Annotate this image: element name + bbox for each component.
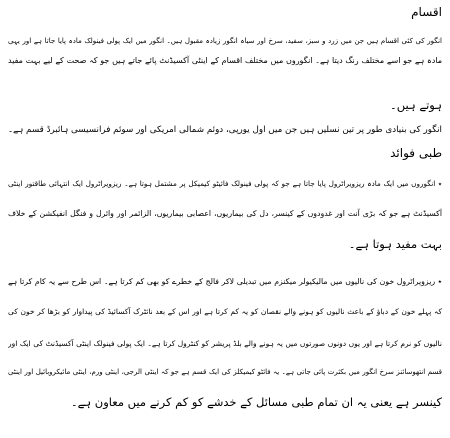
types-paragraph-line: ہوتے ہیں۔	[390, 98, 442, 112]
benefit-paragraph-line: قسم انتھوسائنز سرخ انگور میں بکثرت پائی جاتی ہے۔ یہ فائٹو کیمیکلز کی ایک قسم ہے جو کہ اینٹی الرجی، اینٹی ورم، اینٹی مائیکروبائیل اور اینٹی	[8, 368, 442, 376]
section-heading-medical-benefits: طبی فوائد	[390, 146, 442, 160]
benefit-paragraph-line: کہ پہلے خون کے دباؤ کے باعث نالیوں کو ہونے والے نقصان کو یہ کم کرتا ہے اور اس کے بعد نائٹرک آکسائیڈ کی پیداوار کو بڑھا کر خون کی	[8, 307, 442, 316]
benefit-paragraph-line: ٭ انگوروں میں ایک مادہ ریزویراٹرول پایا جاتا ہے جو کہ پولی فینولک فائیٹو کیمیکل پر مشتمل ہوتا ہے۔ ریزویراٹرول ایک انتہائی طاقتور اینٹی	[8, 179, 442, 188]
benefit-paragraph-line: ٭ ریزویراٹرول خون کی نالیوں میں مالیکیولر میکنزم میں تبدیلی لاکر فالج کے خطرے کو بھی کم کرتا ہے۔ اس طرح سے یہ کام کرتا ہے	[8, 277, 442, 286]
benefit-paragraph-line: آکسیڈنٹ ہے جو کہ بڑی آنت اور غدودوں کے کینسر، دل کی بیماریوں، اعصابی بیماریوں، الزائمر اور وائرل و فنگل انفیکشن کے خلاف	[8, 209, 442, 218]
benefit-paragraph-line: کینسر ہے یعنی یہ ان تمام طبی مسائل کے خدشے کو کم کرنے میں معاون ہے۔	[70, 395, 442, 409]
benefit-paragraph-line: نالیوں کو نرم کرتا ہے اور یوں دونوں صورتوں میں یہ ہونے والے بلڈ پریشر کو کنٹرول کرتا ہے۔ ایک پولی فینولک اینٹی آکسیڈنٹ کی ایک اور	[8, 339, 442, 348]
types-paragraph-line: مادہ ہے جو اسے مختلف رنگ دیتا ہے۔ انگوروں میں مختلف اقسام کے اینٹی آکسیڈنٹ پائے جاتے ہیں جو کہ صحت کے لیے بہت مفید	[8, 56, 442, 65]
section-heading-types: اقسام	[411, 5, 442, 19]
species-paragraph: انگور کی بنیادی طور پر تین نسلیں ہیں جن میں اول یورپی، دوئم شمالی امریکی اور سوئم فرانسیسی ہائبرڈ قسم ہے۔	[8, 125, 442, 135]
types-paragraph-line: انگور کی کئی اقسام ہیں جن میں زرد و سبز، سفید، سرخ اور سیاہ انگور زیادہ مقبول ہیں۔ انگور میں ایک پولی فینولک مادہ پایا جاتا ہے اور یہی	[8, 37, 442, 45]
benefit-paragraph-line: بہت مفید ہوتا ہے۔	[348, 237, 442, 251]
